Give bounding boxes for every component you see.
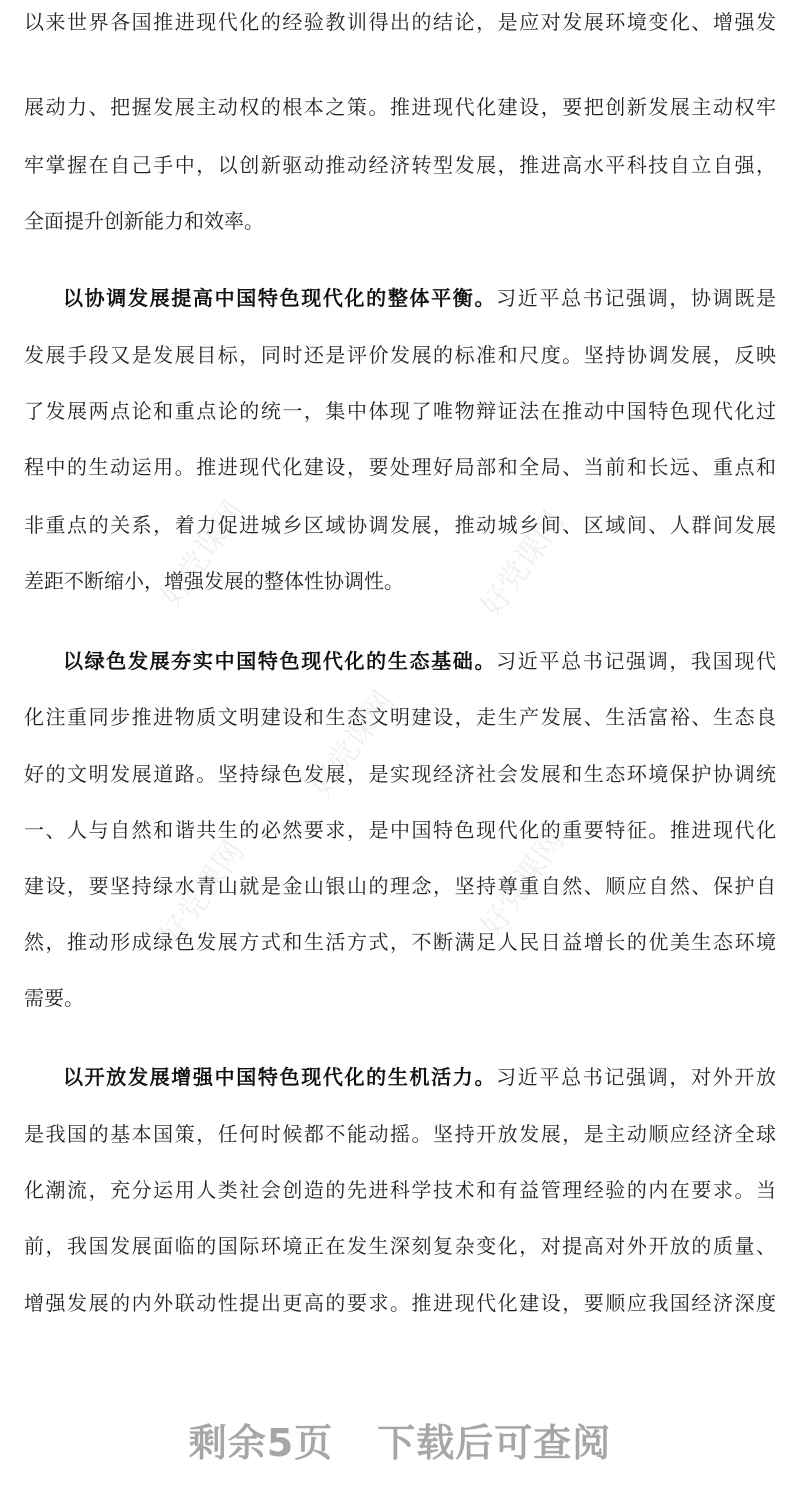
watermark-text: 好党课网 — [304, 684, 402, 804]
text-line: 差距不断缩小，增强发展的整体性协调性。 — [24, 569, 404, 593]
text-line: 以来世界各国推进现代化的经验教训得出的结论，是应对发展环境变化、增强发 — [24, 10, 776, 34]
text-span: 习近平总书记强调，对外开放 — [496, 1065, 776, 1089]
remaining-pages-label: 剩余5页 — [188, 1421, 334, 1465]
text-line: 展动力、把握发展主动权的根本之策。推进现代化建设，要把创新发展主动权牢 — [24, 95, 776, 119]
text-line: 然，推动形成绿色发展方式和生活方式，不断满足人民日益增长的优美生态环境 — [24, 930, 776, 954]
text-line: 前，我国发展面临的国际环境正在发生深刻复杂变化，对提高对外开放的质量、 — [24, 1234, 776, 1258]
text-line: 好的文明发展道路。坚持绿色发展，是实现经济社会发展和生态环境保护协调统 — [24, 762, 776, 786]
text-line: 化潮流，充分运用人类社会创造的先进科学技术和有益管理经验的内在要求。当 — [24, 1178, 776, 1202]
text-line: 建设，要坚持绿水青山就是金山银山的理念，坚持尊重自然、顺应自然、保护自 — [24, 874, 776, 898]
text-line: 牢掌握在自己手中，以创新驱动推动经济转型发展，推进高水平科技自立自强， — [24, 153, 776, 177]
watermark-text: 好党课网 — [154, 834, 252, 954]
download-to-read-more-button[interactable] — [0, 1412, 800, 1467]
watermark-text: 好党课网 — [474, 824, 572, 944]
text-line: 是我国的基本国策，任何时候都不能动摇。坚持开放发展，是主动顺应经济全球 — [24, 1122, 776, 1146]
text-line — [63, 649, 776, 673]
text-line: 化注重同步推进物质文明建设和生态文明建设，走生产发展、生活富裕、生态良 — [24, 705, 776, 729]
text-line: 需要。 — [24, 986, 84, 1010]
paragraph-heading: 以协调发展提高中国特色现代化的整体平衡。 — [63, 286, 497, 310]
text-line: 了发展两点论和重点论的统一，集中体现了唯物辩证法在推动中国特色现代化过 — [24, 399, 776, 423]
text-line: 一、人与自然和谐共生的必然要求，是中国特色现代化的重要特征。推进现代化 — [24, 818, 776, 842]
text-line: 非重点的关系，着力促进城乡区域协调发展，推动城乡间、区域间、人群间发展 — [24, 513, 776, 537]
text-span: 习近平总书记强调，我国现代 — [496, 649, 776, 673]
text-line: 程中的生动运用。推进现代化建设，要处理好局部和全局、当前和长远、重点和 — [24, 455, 776, 479]
watermark-text: 好党课网 — [474, 504, 572, 624]
watermark-text: 好党课网 — [154, 494, 252, 614]
download-label: 下载后可查阅 — [377, 1421, 612, 1465]
paragraph-heading: 以绿色发展夯实中国特色现代化的生态基础。 — [63, 649, 497, 673]
text-line — [63, 1065, 776, 1089]
text-line — [63, 286, 776, 310]
paragraph-heading: 以开放发展增强中国特色现代化的生机活力。 — [63, 1065, 497, 1089]
text-line: 增强发展的内外联动性提出更高的要求。推进现代化建设，要顺应我国经济深度 — [24, 1291, 776, 1315]
text-line: 发展手段又是发展目标，同时还是评价发展的标准和尺度。坚持协调发展，反映 — [24, 343, 776, 367]
text-span: 习近平总书记强调，协调既是 — [496, 286, 776, 310]
text-line: 全面提升创新能力和效率。 — [24, 209, 264, 233]
